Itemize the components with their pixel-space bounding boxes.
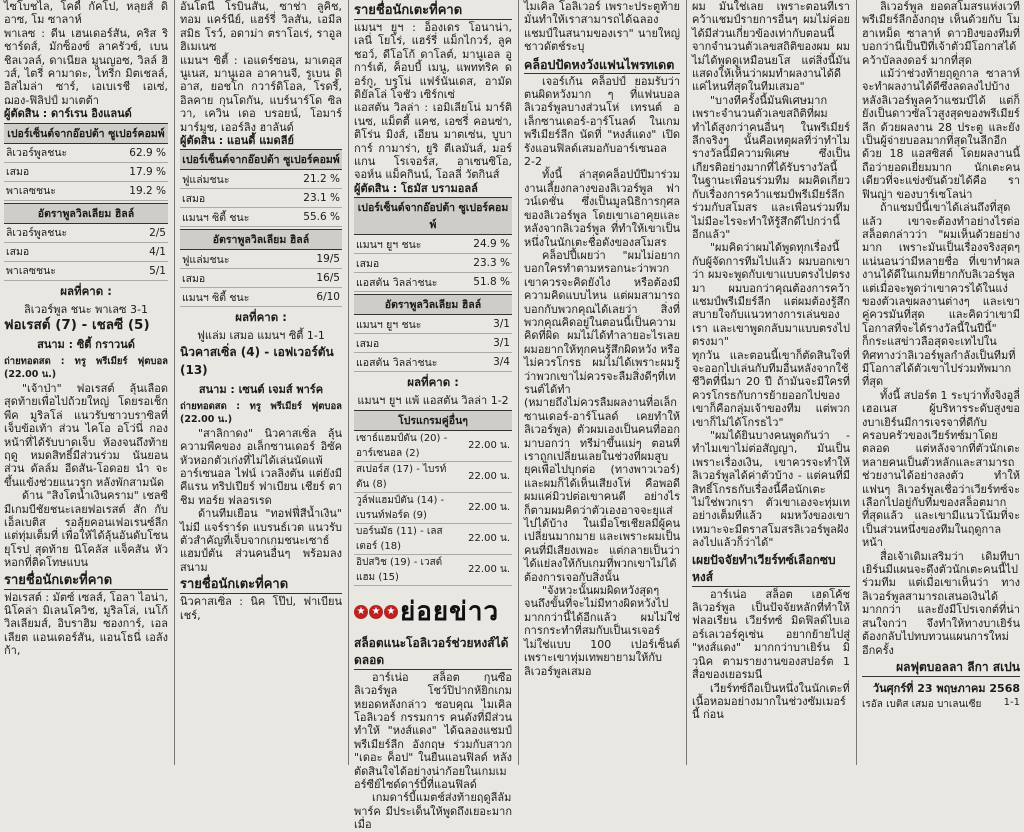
article-text: "ผมคิดว่าผมได้พูดทุกเรื่องนี้กับผู้จัดการทีมไปแล้ว ผมบอกเขาว่า ผมจะพูดกับเขาแบบตรงไปตรงมา ผมบอกว่าคุณต้องการคว้าแชมป์พรีเมียร์ลีก แต่ผมต้องรู้สึกสบายใจกับแนวทางการเล่นของเรา และเขาพูดกลับมาแบบตรงไปตรงมา" (692, 241, 850, 349)
lineup-text: ไซโบชไล, โคดี้ กัคโป, หลุยส์ ดิอาซ, โม ซาลาห์ (4, 0, 168, 27)
column-divider (518, 0, 519, 765)
column-divider (856, 0, 857, 765)
table-row: เสมอ 4/1 (4, 242, 168, 261)
article-text: เจอร์เก้น คล็อปป์ ยอมรับว่าตนผิดหวังมาก ๆ ที่แฟนบอลลิเวอร์พูลบางส่วนโห่ เทรนต์ อเล็กซานเดอร์-อาร์โนลด์ ในเกมพรีเมียร์ลีก นัดที่ "หงส์แดง" เปิดรังแอนฟิลด์เสมอกับอาร์เซนอล 2-2 (524, 74, 680, 169)
referee-line: ผู้ตัดสิน : ดาร์เรน อิงแลนด์ (4, 107, 132, 121)
article-text: "เจ้าป่า" ฟอเรสต์ ลุ้นเลือด สุดท้ายเพื่อไปถ้วยใหญ่ โดยรอเช็กพีค มูริลโล่ แนวรับชาวบราซิลที่เจ็บข้อเท้า ส่วน ไคโอ อโว่นี่ กองหน้าที่ได้รับบาดเจ็บ ห้องจนถึงท้ายฤดู หมดสิทธิ์มีส่วนร่วม นันยอน ส่วน ดัลล์ม อีดสัน-โอดอย นำ จะขึ้นแข้งช่วยแนวรุก หลังพักสามนัด (4, 381, 168, 489)
article-headline: ผลฟุตบอลลา ลีกา สเปน (862, 659, 1020, 677)
column-5 (688, 0, 854, 765)
column-4 (520, 0, 684, 765)
column-divider (686, 0, 687, 765)
article-text: เกมดาร์บี้แมตช์ส่งท้ายฤดูลีลัม พาร์ค มีประเด็นให้พูดถึงเยอะมาก เมื่อ (354, 791, 512, 832)
lineup-text: แอสตัน วิลล่า : เอมิเลียโน่ มาร์ติเนซ, แม็ตตี้ แคช, เอซรี่ คอนซ่า, ติโร่น มิงส์, เอียน มาตเซ่น, บูบาการ์ กามาร่า, ยูริ ตีเลมันส์, มอร์แกน โรเจอร์ส, อาเซนซิโอ, จอห์น แม็คกินน์, โอลลี่ วัตกินส์ (354, 101, 512, 182)
table-row: พาเลซชนะ 19.2 % (4, 181, 168, 200)
article-text: ด้าน "สิงโตน้ำเงินคราม" เชลซี มีเกมบีชัยชนะเลยฟอเรสต์ สัก กับเอ็ลเบติส รอลุ้ยคอนเฟอเรนซ์ลีก แต่ทุ่มเต็มที่ เพื่อให้ได้ลุ้นอันดับโซนยุโรป สุดท้าย นิโคลัส แจ็คสัน หัวหอกที่ติดโทษแบน (4, 489, 168, 570)
article-text: ทั้งนี้ สปอร์ต 1 ระบุว่าทั้งจิงอูลี่ เฮอเนส ผู้บริหารระดับสูงของบาเยิร์นมีการเจรจาที่ดีกับครอบครัวของเวียร์ทซ์มาโดยตลอด แต่หลังจากที่ตัวนักเตะหลายคนเป็นตัวหลักและสามารถช่วยงานได้อย่างลงตัว ทำให้แฟนๆ ลิเวอร์พูลเชื่อว่าเวียร์ทซ์จะเลือกไปอยู่กับทีมของสล็อตมากที่สุดแล้ว และเขามีแนวโน้มที่จะเป็นส่วนหนึ่งของทีมในฤดูกาลหน้า (862, 388, 1020, 550)
article-text: แม้ว่าช่วงท้ายฤดูกาล ซาลาห์จะทำผลงานได้ดีซึ่งลดลงไปบ้าง หลังลิเวอร์พูลคว้าแชมป์ได้ แต่ก็ยังเป็นดาวซัลโวสูงสุดของพรีเมียร์ลีก ด้วยผลงาน 28 ประตู และยังเป็นผู้จ่ายบอลมากที่สุดในลีกอีกด้วย 18 แอสซิสต์ โดยผลงานนี้ถือว่ายอดเยี่ยมมาก นักเตะคนเดียวที่จะแข่งขันด้วยได้คือ ราฟินญ่า ของบาร์เซโลน่า (862, 67, 1020, 201)
predicted-result: ลิเวอร์พูล ชนะ พาเลซ 3-1 (24, 302, 148, 316)
table-row: เสมอ 23.1 % (180, 189, 342, 208)
article-headline: สล็อตแนะโอลิเวอร์ช่วยหงส์ได้ดลอด (354, 635, 512, 670)
table-header: อัตราพูลวิลเลียม ฮิลล์ (4, 203, 168, 223)
article-text: ไมเคิ่ล โอลิเวอร์ เพราะประตูท้ายมั่นทำให้เราสามารถได้ฉลองแชมป์ในสนามของเรา" นายใหญ่ชาวดัตช์ระบุ (524, 0, 680, 54)
table-header: เปอร์เซ็นต์จากอ๊อปต้า ซูเปอร์คอมพ์ (4, 123, 168, 143)
table-row: เสมอ 16/5 (180, 269, 342, 288)
lineup-text: พาเลซ : ดีน เฮนเดอร์สัน, คริส ริชาร์ดส์, มักซ็องซ์ ลาครัวซ์, เบน ชิลเวลล์, ดาเนียล มูนญอซ, วิลล์ ฮิวส์, ไตรี่ คามาดะ, ไทรีก มิตเชลล์, อิสไมล่า ซาร์, เอเบเรชี เอเซ่, ฌอง-ฟิลิปป์ มาเตต้า (4, 26, 168, 107)
column-6 (858, 0, 1024, 765)
predicted-result: ฟูแล่ม เสมอ แมนฯ ซิตี้ 1-1 (197, 329, 325, 343)
result-label: ผลที่คาด : (60, 283, 112, 298)
table-row: วูล์ฟแฮมป์ตัน (14) - เบรนท์ฟอร์ด (9) 22.00 น. (354, 492, 512, 523)
section-heading: รายชื่อนักเตะที่คาด (4, 572, 168, 590)
footer-match: เรอัล เบติส เสมอ บาเลนเซีย (862, 698, 982, 710)
table-row: แอสตัน วิลล่าชนะ 3/4 (354, 353, 512, 372)
lineup-text: นิวคาสเซิ่ล : นิค โป๊ป, ฟาเบียน เชร์, (180, 595, 342, 622)
table-row: บอร์นมัธ (11) - เลสเตอร์ (18) 22.00 น. (354, 523, 512, 554)
table-row: เซาธ์แฮมป์ตัน (20) - อาร์เซนอล (2) 22.00 น. (354, 430, 512, 461)
table-row: แมนฯ ซิตี้ ชนะ 6/10 (180, 288, 342, 307)
result-label: ผลที่คาด : (407, 375, 459, 390)
footer-score: 1-1 (1003, 696, 1020, 708)
referee-line: ผู้ตัดสิน : โธมัส บรามอลล์ (354, 181, 478, 195)
lineup-text: อันโตนี่ โรบินสัน, ซาช่า ลูคิช, ทอม แคร์นีย์, แฮร์รี่ วิลสัน, เอมีล สมิธ โรว์, อดาม่า ตราโอเร่, ราอูล ฮิเมเนซ (180, 0, 342, 54)
article-text: ผม มันใช่เลย เพราะตอนที่เราคว้าแชมป์รายการอื่นๆ ผมไม่ค่อยได้มีส่วนเกี่ยวข้องเท่ากับตอนนี้ จากจำนวนตัวเลขสถิติของผม ผมไม่ได้พูดดูเหมือนยโส แต่สิ่งนี้มันแสดงให้เห็นว่าผมทำผลงานได้ดีแค่ไหนที่สุดในทีมเสมอ" (692, 0, 850, 94)
column-2 (176, 0, 346, 765)
lineup-text: แมนฯ ยูฯ : อ็องเดร โอนาน่า, เลนี่ โยโร่, แฮร์รี่ แม็กไกวร์, ลูค ชอว์, ดีโอโก้ ดาโลต์, มานูเอล อูการ์เต้, ค็อบบี้ เมนู, แพททริค ดอร์กู, บรูโน่ แฟร์นันเดส, อามัด ดิยัลโล่ โจชัว เซิร์กเซ่ (354, 21, 512, 102)
article-text: ก็กระแสข่าวลือสุดจะเทไปในทิศทางว่าลิเวอร์พูลกำลังเป็นทีมที่มีโอกาสได้ตัวเขาไปร่วมทัพมากที่สุด (862, 335, 1016, 389)
predicted-result: แมนฯ ยูฯ แพ้ แอสตัน วิลล่า 1-2 (357, 394, 509, 408)
article-text: "จังหวะนั้นผมผิดหวังสุดๆ จนถึงขั้นที่จะไม่มีทางผิดหวังไปมากกว่านี้ได้อีกแล้ว ผมไม่ใช่การกระทำที่สมกับเป็นเรเจอร์ ไม่ใช่แบบ 100 เปอร์เซ็นต์ เพราะเขาทุ่มเทพยายามให้กับลิเวอร์พูลเสมอ (524, 584, 680, 678)
lineup-text: ฟอเรสต์ : มัตซ์ เซลส์, โอลา ไอน่า, นิโคล่า มิเลนโควิช, มูริลโล่, เนโก้ วิลเลียมส์, อิบราฮิม ซองการ์, เอลเลียต แอนเดอร์สัน, แอนโธนี่ เอลังก้า, (4, 590, 168, 658)
footer-line (862, 697, 1020, 712)
table-row: แมนฯ ยูฯ ชนะ 24.9 % (354, 235, 512, 254)
odds-table (4, 203, 168, 281)
match-heading: นิวคาสเซิ่ล (4) - เอฟเวอร์ตัน (13) (180, 344, 334, 377)
table-row: ฟูแล่มชนะ 21.2 % (180, 170, 342, 189)
referee-line: ผู้ตัดสิน : แอนดี้ แมดลีย์ (180, 134, 294, 148)
article-text: เวียร์ทซ์ถือเป็นหนึ่งในนักเตะที่เนื้อหอมอย่างมากในช่วงซัมเมอร์นี้ ก่อน (692, 681, 850, 722)
broadcast-line: ถ่ายทอดสด : ทรู พรีเมียร์ ฟุตบอล (22.00 น.) (4, 356, 168, 381)
article-text: ลิเวอร์พูล ยอดสโมสรแห่งเวทีพรีเมียร์ลีกอังกฤษ เห็นด้วยกับ โมฮาเหม็ด ซาลาห์ ดาวยิงของทีมที่บอกว่านี่เป็นปีที่เจ้าตัวมีโอกาสได้คว้าบัลลงดอร์ มากที่สุด (862, 0, 1020, 67)
article-text: ทั้งนี้ ล่าสุดคล็อปป์ปีมาร่วมงานเลี้ยงกลางของลิเวอร์พูล ฟาวน์เดชั่น ซึ่งเป็นมูลนิธิการกุศลของลิเวอร์พูล โดยเขาเอาคุยเเละหลังจากลิเวอร์พูล ที่ทำให้เขาเป็นหนึ่งในนักเตะชื่อดังของสโมสร (524, 168, 680, 249)
table-header: เปอร์เซ็นต์จากอ๊อปต้า ซูเปอร์คอมพ์ (180, 150, 342, 170)
article-text: "ผมได้ยินบางคนพูดกันว่า - ทำไมเขาไม่ต่อสัญญา, มันเป็นเพราะเรื่องเงิน, เขาควรจะทำให้ลิเวอร์พูลได้ค่าตัวบ้าง - แต่คนที่มีสิทธิ์โกรธกับเรื่องนี้คือนักเตะ ไม่ใช่พวกเรา ตัวเขาเองจะทุ่มเทอย่างเต็มที่แล้ว ผมหวังของเขาเหมาะจะมีตราสโมสรลิเวอร์พูลฝังลงไปแล้วก็ว่าได้" (692, 429, 850, 550)
table-row: แมนฯ ซิตี้ ชนะ 55.6 % (180, 208, 342, 227)
table-row: ฟูแล่มชนะ 19/5 (180, 250, 342, 269)
table-header: อัตราพูลวิลเลียม ฮิลล์ (180, 230, 342, 250)
table-row: พาเลซชนะ 5/1 (4, 261, 168, 280)
table-row: แมนฯ ยูฯ ชนะ 3/1 (354, 315, 512, 334)
table-row: สเปอร์ส (17) - ไบรท์ตัน (8) 22.00 น. (354, 461, 512, 492)
broadcast-line: ถ่ายทอดสด : ทรู พรีเมียร์ ฟุตบอล (22.00 น.) (180, 400, 342, 426)
section-logo (354, 592, 512, 632)
article-text: ถ้าแชมป์นี้เขาได้เล่นถึงที่สุดแล้ว เขาจะต้องทำอย่างไรต่อ สล็อตกล่าวว่า "ผมเห็นด้วยอย่างมาก เพราะมันเป็นเรื่องจริงสุดๆ แน่นอนว่ามีหลายชื่อ ที่เขาทำผลงานได้ดีในเกมที่ยากกับลิเวอร์พูล แต่เมื่อจะพูดว่าเขาควรได้ในแง่ของตัวเลขผลงานต่างๆ และเขาคู่ควรมันที่สุด และคิดว่าเขามีโอกาสที่จะได้รางวัลนี้ในปีนี้" (862, 201, 1020, 335)
star-icon: ★ ★ ★ (354, 605, 398, 619)
article-text: สื่อเจ้าเดิมเสริมว่า เดิมทีบาเยิร์นมีแผนจะดึงตัวนักเตะคนนี้ไปร่วมทีม แต่เมื่อเขาเห็นว่า ทางลิเวอร์พูลสามารถเสนอเงินได้มากกว่า และยังมีโปรเจกต์ที่น่าสนใจกว่า จึงทำให้ทางบาเยิร์นต้องกลับไปทบทวนแผนการใหม่อีกครั้ง (862, 549, 1020, 657)
table-row: เสมอ 3/1 (354, 334, 512, 353)
venue: สนาม : ซิตี้ กราวนด์ (37, 338, 135, 352)
column-3 (350, 0, 516, 832)
table-row: เสมอ 23.3 % (354, 254, 512, 273)
table-header: อัตราพูลวิลเลียม ฮิลล์ (354, 295, 512, 315)
column-1 (0, 0, 172, 765)
article-text: (หมายถึงไม่ควรลืมผลงานที่อเล็กซานเดอร์-อาร์โนลด์ เคยทำให้ลิเวอร์พูล) ตัวผมเองเป็นคนที่ออกมาบอกว่า ทรีม่าขึ้นแม่ๆ ตอนที่เราถูกเปลี่ยนเลยในช่วงที่ผมสูบยุคเพื่อไปบุกต่อ (ทางพาวเวอร์) และผมก็ได้เห็นเสียงโห่ คือพอดีผมแค่มิวปต่อเขาคนดี อย่างไรก็ตามผมคิดว่าตัวเองอาจจะยุแส่ไปได้บ้าง ในเมื่อโซเชียลมีผู้คนเปลี่ยนมากมาย และเพราะผมเป็นคนที่มีเสียงเพอะ แต่กลายเป็นว่าได้แย่ลงให้กับเกมที่พวกเขาไม่ได้ต้องการเจอกับสิ่งนั้น (524, 396, 680, 584)
article-text: "สาลิกาดง" นิวคาสเซิ่ล ลุ้น ความพีคของ อเล็กซานเดอร์ อิซัค หัวหอกตัวเก่งที่ไม่ได้เล่นนัดแพ้อาร์เซนอล ไฟน์ เวลลิงตัน แต่ยังมี คีแรน ทริปเปียร์ ฟาเบียน เชียร์ ตาชิม ทอร์ย ฟลอรเรด (180, 426, 342, 507)
logo-text: ย่อยข่าว (400, 597, 500, 628)
match-heading: ฟอเรสต์ (7) - เชลซี (5) (4, 317, 150, 334)
lineup-text: แมนฯ ซิตี้ : เอแดร์ซอน, มาเตอุส นูเนส, มานูเอล อาคานจี, รูเบน ดิอาส, ยอชโก กวาร์ดิโอล, โรดรี้, อิลคาย กุนโดกัน, แบร์นาร์โด ซิลวา, เควิน เดอ บรอยน์, โอมาร์ มาร์มูช, เออร์ลิง ฮาลันด์ (180, 53, 342, 134)
table-row: ลิเวอร์พูลชนะ 2/5 (4, 223, 168, 242)
article-headline: คล็อปปัดหงวังแฟนไพรทเดต (524, 56, 680, 74)
column-divider (174, 0, 175, 765)
table-header: โปรแกรมคู่อื่นๆ (354, 410, 512, 430)
venue: สนาม : เซนต์ เจมส์ พาร์ค (198, 382, 324, 396)
odds-table (354, 197, 512, 292)
table-row: อิปสวิช (19) - เวสต์แฮม (15) 22.00 น. (354, 554, 512, 585)
article-text: "บางทีครั้งนี้มันพิเศษมาก เพราะจำนวนตัวเลขสถิติที่ผมทำได้สูงกว่าคนอื่นๆ ในพรีเมียร์ลีกจริงๆ นั้นคือเหตุผลที่ว่าทำไมรางวัลนี้มีความพิเศษ ซึ่งเป็นเกียรติอย่างมากที่ได้รับรางวัลนี้ในฐานะเพื่อนร่วมทีม ผมคิดเกี่ยวกับเรื่องการคว้าแชมป์พรีเมียร์ลีกร่วมกับสโมสร และเพื่อนร่วมทีม ไม่มีอะไรจะทำให้รู้สึกดีไปกว่านี้อีกแล้ว" (692, 93, 850, 241)
fixtures-table (354, 410, 512, 586)
section-heading: รายชื่อนักเตะที่คาด (354, 2, 512, 20)
section-heading: รายชื่อนักเตะที่คาด (180, 576, 342, 594)
odds-table (354, 294, 512, 372)
article-text: คล็อปปี้เผยว่า "ผมไม่อยากบอกใครทำตามหรอกนะว่าพวกเขาควรจะคิดยังไง หรือต้องมีความคิดแบบไหน แต่ผมสามารถบอกกับพวกคุณได้เลยว่า สิ่งที่พวกคุณคิดอยู่ในตอนนี้เป็นความคิดที่ผิด ผมไม่ได้ทำลายอะไรเลย ผมอยากให้ทุกคนรู้สึกผิดหวัง หรือไม่ควรโกรธ ผมไม่ได้เพราะผมรู้ว่าพวกเขาไม่ควรจะลืมสิ่งดีๆที่เทรนต์ได้ทำ (524, 248, 680, 396)
result-label: ผลที่คาด : (235, 310, 287, 325)
article-text: อาร์เน่อ สล็อต กุนซือลิเวอร์พูล โชว์ปิปากห้ยิกเกมหยอดหลังกล่าว ชอบคุณ ไมเคิล โอลิเวอร์ กรรมการ คนดังที่มีส่วนทำให้ "หงส์แดง" ได้ฉลองแชมป์พรีเมียร์ลีก อังกฤษ ร่วมกับสาวก "เดอะ ค็อป" ในยืนแอนฟิลด์ หลังตัดสินใจได้อย่างน่าก้อยในเกมเมอร์ซีย์ไซด์ดาร์บี้ที่แอนฟิลด์ (354, 670, 512, 791)
article-text: อาร์เน่อ สล็อต เฮดโค้ชลิเวอร์พูล เป็นปัจจัยหลักที่ทำให้ ฟลอเรียน เวียร์ทซ์ มิดฟิลด์ไบเออร์เลเวอร์คูเซ่น อยากย้ายไปสู่ "หงส์แดง" มากกว่าบาเยิร์น มิวนิค ตามรายงานของสปอร์ต 1 สื่อของเยอรมนี (692, 587, 850, 682)
article-headline: เผยปัจจัยทำเวียร์ทซ์เลือกซบหงส์ (692, 552, 850, 587)
article-text: ด้านทีมเยือน "ทอฟฟี่สีน้ำเงิน" ไม่มี แจร์ราร์ด แบรนธ์เวต แนวรับตัวสำคัญที่เจ็บจากเกมชนะเซาธ์แฮมป์ตัน ส่วนคนอื่นๆ พร้อมลงสนาม (180, 507, 342, 574)
odds-table (4, 123, 168, 201)
article-text: ทุกวัน และตอนนี้เขาก็ตัดสินใจที่จะออกไปเล่นกับทีมอื่นหลังจากใช้ชีวิตที่นี่มา 20 ปี ถ้ามันจะมีใครที่ควรโกรธกับการย้ายออกไปของเขาก็คือกลุ่มเจ้าของทีม แต่พวกเขาก็ไม่ได้โกรธไว" (692, 348, 850, 429)
column-divider (348, 0, 349, 765)
odds-table (180, 229, 342, 307)
table-row: ลิเวอร์พูลชนะ 62.9 % (4, 143, 168, 162)
odds-table (180, 149, 342, 227)
table-row: เสมอ 17.9 % (4, 162, 168, 181)
date-line: วันศุกร์ที่ 23 พฤษภาคม 2568 (872, 681, 1020, 695)
table-header: เปอร์เซ็นต์จากอ๊อปต้า ซูเปอร์คอมพ์ (354, 198, 512, 235)
table-row: แอสตัน วิลล่าชนะ 51.8 % (354, 273, 512, 292)
